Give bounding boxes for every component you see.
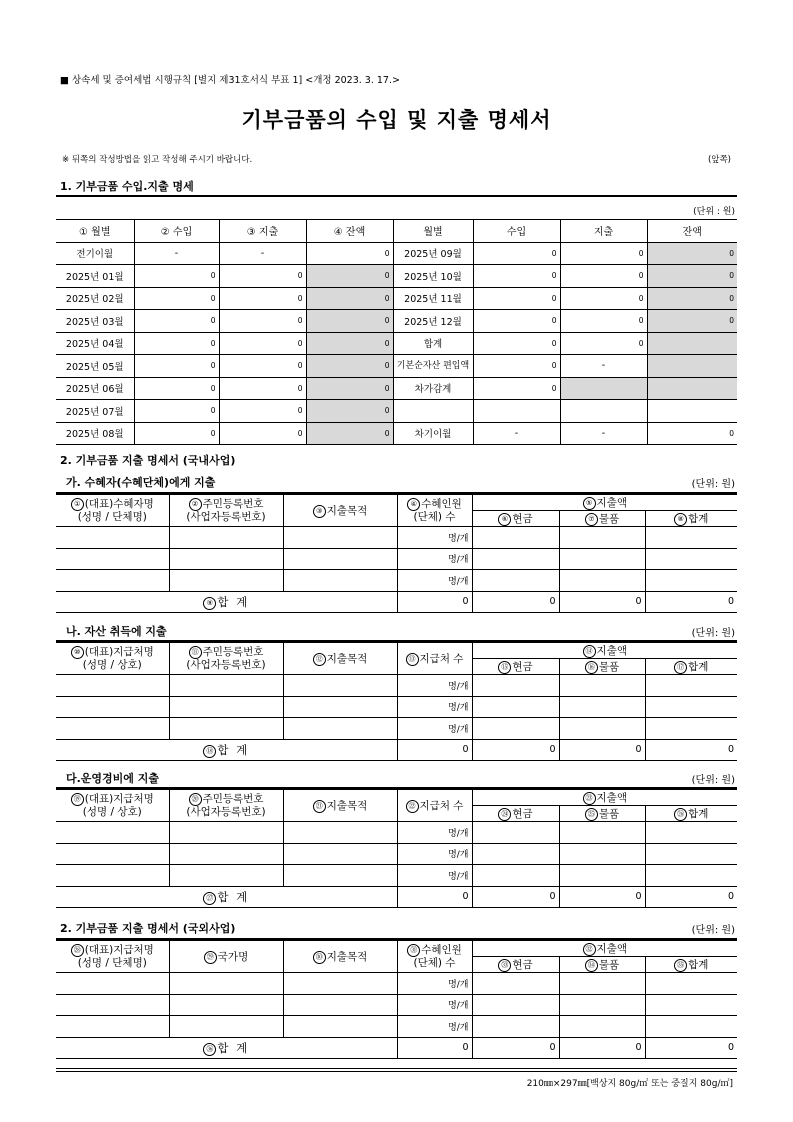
id-cell[interactable]: [169, 865, 283, 887]
table-row: [56, 287, 737, 310]
balance-cell: [647, 355, 737, 378]
name-cell[interactable]: [56, 973, 169, 995]
cash-cell[interactable]: [472, 718, 559, 740]
income-cell[interactable]: 0: [473, 287, 560, 310]
purpose-cell[interactable]: [283, 994, 397, 1016]
table-row: [56, 377, 737, 400]
count-header: ㉒ 지급처 수: [397, 790, 472, 822]
total-sum: 0: [645, 886, 737, 908]
section2b-unit: (단위: 원): [691, 628, 735, 639]
id-number-header: ⑪ 주민등록번호 (사업자등록번호): [169, 643, 283, 675]
total-goods: 0: [559, 886, 645, 908]
total-sum: 0: [645, 591, 737, 613]
table-row: [56, 973, 737, 995]
sum-cell[interactable]: [645, 696, 737, 718]
page-side-label: (앞쪽): [707, 155, 731, 165]
expense-cell: [560, 400, 647, 423]
total-count: 0: [397, 739, 472, 761]
balance-cell: 0: [306, 310, 393, 333]
amount-header: ㉜ 지출액: [472, 941, 737, 957]
id-cell[interactable]: [169, 696, 283, 718]
recipient-name-header: ① (대표)수혜자명 (성명 / 단체명): [56, 495, 169, 527]
name-cell[interactable]: [56, 570, 169, 592]
expense-cell[interactable]: 0: [560, 265, 647, 288]
recipient-expense-table: [56, 494, 737, 613]
table-row: [56, 865, 737, 887]
income-cell[interactable]: 0: [134, 400, 219, 423]
cash-cell[interactable]: [472, 865, 559, 887]
balance-cell: 0: [306, 355, 393, 378]
total-goods: 0: [559, 1037, 645, 1059]
month-cell: 2025년 06월: [56, 377, 134, 400]
section1-unit: (단위 : 원): [693, 207, 735, 217]
expense-cell[interactable]: 0: [219, 355, 306, 378]
sum-cell[interactable]: [645, 527, 737, 549]
instruction-note: ※ 뒤쪽의 작성방법을 읽고 작성해 주시기 바랍니다.: [62, 155, 253, 165]
purpose-header: ⑫ 지출목적: [283, 643, 397, 675]
table-row: [56, 527, 737, 549]
name-cell[interactable]: [56, 696, 169, 718]
goods-cell[interactable]: [559, 843, 645, 865]
table-row: [56, 718, 737, 740]
income-cell[interactable]: 0: [134, 265, 219, 288]
cash-header: ⑥ 현금: [472, 511, 559, 527]
month-cell: 2025년 11월: [393, 287, 473, 310]
name-cell[interactable]: [56, 843, 169, 865]
income-cell[interactable]: 0: [473, 355, 560, 378]
expense-cell[interactable]: 0: [560, 242, 647, 265]
total-sum: 0: [645, 1037, 737, 1059]
balance-cell: 0: [306, 265, 393, 288]
country-header: ㉙ 국가명: [169, 941, 283, 973]
expense-cell: [560, 377, 647, 400]
balance-cell: 0: [306, 287, 393, 310]
table-header-row: [56, 643, 737, 659]
goods-cell[interactable]: [559, 865, 645, 887]
col-balance-b: 잔액: [647, 220, 737, 243]
total-label: ⑱ 합 계: [56, 739, 397, 761]
purpose-cell[interactable]: [283, 696, 397, 718]
table-row: [56, 242, 737, 265]
purpose-cell[interactable]: [283, 822, 397, 844]
goods-cell[interactable]: [559, 718, 645, 740]
total-row: [56, 739, 737, 761]
count-cell[interactable]: 명/개: [397, 570, 472, 592]
id-cell[interactable]: [169, 822, 283, 844]
section2a-title: 가. 수혜자(수혜단체)에게 지출: [66, 476, 216, 489]
table-header-row: [56, 220, 737, 243]
col-expense-a: ③ 지출: [219, 220, 306, 243]
count-cell[interactable]: 명/개: [397, 843, 472, 865]
goods-header: ⑦ 물품: [559, 511, 645, 527]
expense-cell[interactable]: 0: [219, 265, 306, 288]
col-month-a: ① 월별: [56, 220, 134, 243]
count-cell[interactable]: 명/개: [397, 696, 472, 718]
section2c-title: 다.운영경비에 지출: [66, 772, 160, 785]
total-row: [56, 591, 737, 613]
month-cell: [393, 400, 473, 423]
total-sum: 0: [645, 739, 737, 761]
country-cell[interactable]: [169, 994, 283, 1016]
goods-header: ㉞ 물품: [559, 957, 645, 973]
income-cell[interactable]: 0: [473, 242, 560, 265]
table-row: [56, 843, 737, 865]
table-row: [56, 696, 737, 718]
count-cell[interactable]: 명/개: [397, 822, 472, 844]
goods-cell[interactable]: [559, 994, 645, 1016]
balance-cell: 0: [306, 400, 393, 423]
table-row: [56, 1016, 737, 1038]
id-cell[interactable]: [169, 718, 283, 740]
expense-cell[interactable]: 0: [219, 310, 306, 333]
purpose-cell[interactable]: [283, 675, 397, 697]
form-reference-note: ■ 상속세 및 증여세법 시행규칙 [별지 제31호서식 부표 1] <개정 2023. 3. 17.>: [60, 75, 400, 86]
income-cell: [473, 400, 560, 423]
expense-cell[interactable]: 0: [219, 422, 306, 445]
col-expense-b: 지출: [560, 220, 647, 243]
balance-cell: 0: [647, 287, 737, 310]
cash-header: ㉔ 현금: [472, 806, 559, 822]
section1-rule: [56, 195, 737, 197]
table-row: [56, 310, 737, 333]
col-month-b: 월별: [393, 220, 473, 243]
total-count: 0: [397, 886, 472, 908]
expense-cell: -: [560, 355, 647, 378]
income-expense-table: [56, 219, 737, 445]
balance-cell: 0: [647, 422, 737, 445]
section2b-title: 나. 자산 취득에 지출: [66, 625, 167, 638]
payee-name-header: ㉘ (대표)지급처명 (성명 / 단체명): [56, 941, 169, 973]
sum-header: ⑰ 합계: [645, 659, 737, 675]
month-cell: 2025년 12월: [393, 310, 473, 333]
goods-cell[interactable]: [559, 696, 645, 718]
month-cell: 전기이월: [56, 242, 134, 265]
purpose-cell[interactable]: [283, 527, 397, 549]
count-header: ④ 수혜인원 (단체) 수: [397, 495, 472, 527]
cash-cell[interactable]: [472, 548, 559, 570]
expense-cell[interactable]: 0: [560, 287, 647, 310]
total-count: 0: [397, 1037, 472, 1059]
count-cell[interactable]: 명/개: [397, 994, 472, 1016]
total-label: ㉗ 합 계: [56, 886, 397, 908]
total-cash: 0: [472, 1037, 559, 1059]
sum-cell[interactable]: [645, 973, 737, 995]
table-header-row: [56, 790, 737, 806]
month-cell: 2025년 04월: [56, 332, 134, 355]
expense-cell: -: [560, 422, 647, 445]
month-cell: 2025년 01월: [56, 265, 134, 288]
count-cell[interactable]: 명/개: [397, 527, 472, 549]
table-row: [56, 994, 737, 1016]
goods-header: ⑯ 물품: [559, 659, 645, 675]
sum-cell[interactable]: [645, 718, 737, 740]
goods-cell[interactable]: [559, 548, 645, 570]
table-row: [56, 265, 737, 288]
total-row: [56, 886, 737, 908]
table-row: [56, 548, 737, 570]
expense-cell[interactable]: 0: [219, 332, 306, 355]
name-cell[interactable]: [56, 527, 169, 549]
amount-header: ㉓ 지출액: [472, 790, 737, 806]
month-cell: 2025년 09월: [393, 242, 473, 265]
income-cell[interactable]: 0: [134, 310, 219, 333]
table-row: [56, 675, 737, 697]
payee-name-header: ⑲ (대표)지급처명 (성명 / 상호): [56, 790, 169, 822]
goods-cell[interactable]: [559, 973, 645, 995]
amount-header: ⑤ 지출액: [472, 495, 737, 511]
purpose-header: ㉑ 지출목적: [283, 790, 397, 822]
cash-cell[interactable]: [472, 527, 559, 549]
income-cell[interactable]: -: [134, 242, 219, 265]
sum-header: ⑧ 합계: [645, 511, 737, 527]
name-cell[interactable]: [56, 865, 169, 887]
total-label-cell: 합계: [393, 332, 473, 355]
footer-rule-bottom: [56, 1071, 737, 1072]
sum-cell[interactable]: [645, 570, 737, 592]
goods-cell[interactable]: [559, 570, 645, 592]
sum-cell[interactable]: [645, 675, 737, 697]
id-cell[interactable]: [169, 570, 283, 592]
purpose-cell[interactable]: [283, 570, 397, 592]
cash-header: ㉝ 현금: [472, 957, 559, 973]
balance-cell: 0: [647, 265, 737, 288]
income-cell: -: [473, 422, 560, 445]
goods-header: ㉕ 물품: [559, 806, 645, 822]
sum-cell[interactable]: [645, 548, 737, 570]
income-cell[interactable]: 0: [134, 377, 219, 400]
table-row: [56, 400, 737, 423]
table-header-row: [56, 941, 737, 957]
name-cell[interactable]: [56, 822, 169, 844]
table-row: [56, 355, 737, 378]
income-cell[interactable]: 0: [473, 310, 560, 333]
balance-cell: [647, 377, 737, 400]
subtotal-label-cell: 차가감계: [393, 377, 473, 400]
total-cash: 0: [472, 886, 559, 908]
cash-cell[interactable]: [472, 675, 559, 697]
purpose-cell[interactable]: [283, 548, 397, 570]
expense-cell[interactable]: 0: [560, 310, 647, 333]
net-asset-label-cell: 기본순자산 편입액: [393, 355, 473, 378]
purpose-cell[interactable]: [283, 865, 397, 887]
col-income-b: 수입: [473, 220, 560, 243]
income-cell: 0: [473, 377, 560, 400]
balance-cell: 0: [306, 422, 393, 445]
balance-cell: 0: [647, 310, 737, 333]
month-cell: 2025년 10월: [393, 265, 473, 288]
expense-cell[interactable]: 0: [219, 377, 306, 400]
balance-cell: 0: [306, 242, 393, 265]
cash-cell[interactable]: [472, 570, 559, 592]
purpose-header: ㉚ 지출목적: [283, 941, 397, 973]
count-cell[interactable]: 명/개: [397, 675, 472, 697]
sum-header: ㉖ 합계: [645, 806, 737, 822]
section1-title: 1. 기부금품 수입.지출 명세: [60, 180, 194, 193]
purpose-header: ③ 지출목적: [283, 495, 397, 527]
purpose-cell[interactable]: [283, 718, 397, 740]
cash-cell[interactable]: [472, 696, 559, 718]
id-cell[interactable]: [169, 527, 283, 549]
income-cell[interactable]: 0: [134, 332, 219, 355]
balance-cell: 0: [306, 377, 393, 400]
total-label: ㊱ 합 계: [56, 1037, 397, 1059]
goods-cell[interactable]: [559, 822, 645, 844]
balance-cell: 0: [647, 242, 737, 265]
month-cell: 2025년 08월: [56, 422, 134, 445]
id-cell[interactable]: [169, 548, 283, 570]
count-cell[interactable]: 명/개: [397, 865, 472, 887]
sum-cell[interactable]: [645, 822, 737, 844]
country-cell[interactable]: [169, 1016, 283, 1038]
footer-rule-top: [56, 1068, 737, 1069]
count-header: ⑬ 지급처 수: [397, 643, 472, 675]
income-cell[interactable]: 0: [134, 422, 219, 445]
section3-title: 2. 기부금품 지출 명세서 (국외사업): [60, 922, 236, 935]
table-row: [56, 332, 737, 355]
table-header-row: [56, 495, 737, 511]
expense-cell[interactable]: 0: [219, 400, 306, 423]
goods-cell[interactable]: [559, 527, 645, 549]
cash-cell[interactable]: [472, 994, 559, 1016]
income-cell[interactable]: 0: [134, 355, 219, 378]
operating-expense-table: [56, 789, 737, 908]
country-cell[interactable]: [169, 973, 283, 995]
id-number-header: ② 주민등록번호 (사업자등록번호): [169, 495, 283, 527]
payee-name-header: ⑩ (대표)지급처명 (성명 / 상호): [56, 643, 169, 675]
sum-cell[interactable]: [645, 1016, 737, 1038]
expense-cell: 0: [560, 332, 647, 355]
page-title: 기부금품의 수입 및 지출 명세서: [241, 108, 552, 132]
section2-title: 2. 기부금품 지출 명세서 (국내사업): [60, 454, 236, 467]
total-row: [56, 1037, 737, 1059]
table-row: [56, 822, 737, 844]
month-cell: 2025년 02월: [56, 287, 134, 310]
balance-cell: [647, 332, 737, 355]
income-cell[interactable]: 0: [134, 287, 219, 310]
sum-cell[interactable]: [645, 865, 737, 887]
balance-cell: 0: [306, 332, 393, 355]
section2c-unit: (단위: 원): [691, 775, 735, 786]
sum-header: ㉟ 합계: [645, 957, 737, 973]
count-header: ㉛ 수혜인원 (단체) 수: [397, 941, 472, 973]
cash-cell[interactable]: [472, 843, 559, 865]
name-cell[interactable]: [56, 718, 169, 740]
purpose-cell[interactable]: [283, 973, 397, 995]
col-income-a: ② 수입: [134, 220, 219, 243]
table-row: [56, 422, 737, 445]
balance-cell: [647, 400, 737, 423]
month-cell: 2025년 07월: [56, 400, 134, 423]
total-goods: 0: [559, 591, 645, 613]
goods-cell[interactable]: [559, 1016, 645, 1038]
total-cash: 0: [472, 739, 559, 761]
amount-header: ⑭ 지출액: [472, 643, 737, 659]
cash-cell[interactable]: [472, 973, 559, 995]
id-number-header: ⑳ 주민등록번호 (사업자등록번호): [169, 790, 283, 822]
asset-acquisition-table: [56, 642, 737, 761]
section3-unit: (단위: 원): [691, 925, 735, 936]
sum-cell[interactable]: [645, 843, 737, 865]
total-label: ⑨ 합 계: [56, 591, 397, 613]
month-cell: 2025년 03월: [56, 310, 134, 333]
purpose-cell[interactable]: [283, 1016, 397, 1038]
sum-cell[interactable]: [645, 994, 737, 1016]
overseas-expense-table: [56, 940, 737, 1059]
income-cell: 0: [473, 332, 560, 355]
expense-cell[interactable]: 0: [219, 287, 306, 310]
count-cell[interactable]: 명/개: [397, 718, 472, 740]
col-balance-a: ④ 잔액: [306, 220, 393, 243]
count-cell[interactable]: 명/개: [397, 548, 472, 570]
income-cell[interactable]: 0: [473, 265, 560, 288]
goods-cell[interactable]: [559, 675, 645, 697]
expense-cell[interactable]: -: [219, 242, 306, 265]
total-goods: 0: [559, 739, 645, 761]
total-count: 0: [397, 591, 472, 613]
month-cell: 2025년 05월: [56, 355, 134, 378]
total-cash: 0: [472, 591, 559, 613]
table-row: [56, 570, 737, 592]
name-cell[interactable]: [56, 1016, 169, 1038]
id-cell[interactable]: [169, 675, 283, 697]
id-cell[interactable]: [169, 843, 283, 865]
purpose-cell[interactable]: [283, 843, 397, 865]
count-cell[interactable]: 명/개: [397, 973, 472, 995]
carry-forward-label-cell: 차기이월: [393, 422, 473, 445]
name-cell[interactable]: [56, 675, 169, 697]
count-cell[interactable]: 명/개: [397, 1016, 472, 1038]
section2a-unit: (단위: 원): [691, 479, 735, 490]
name-cell[interactable]: [56, 548, 169, 570]
name-cell[interactable]: [56, 994, 169, 1016]
cash-header: ⑮ 현금: [472, 659, 559, 675]
cash-cell[interactable]: [472, 822, 559, 844]
cash-cell[interactable]: [472, 1016, 559, 1038]
paper-spec-footer: 210㎜×297㎜[백상지 80g/㎡ 또는 중질지 80g/㎡]: [526, 1079, 733, 1089]
